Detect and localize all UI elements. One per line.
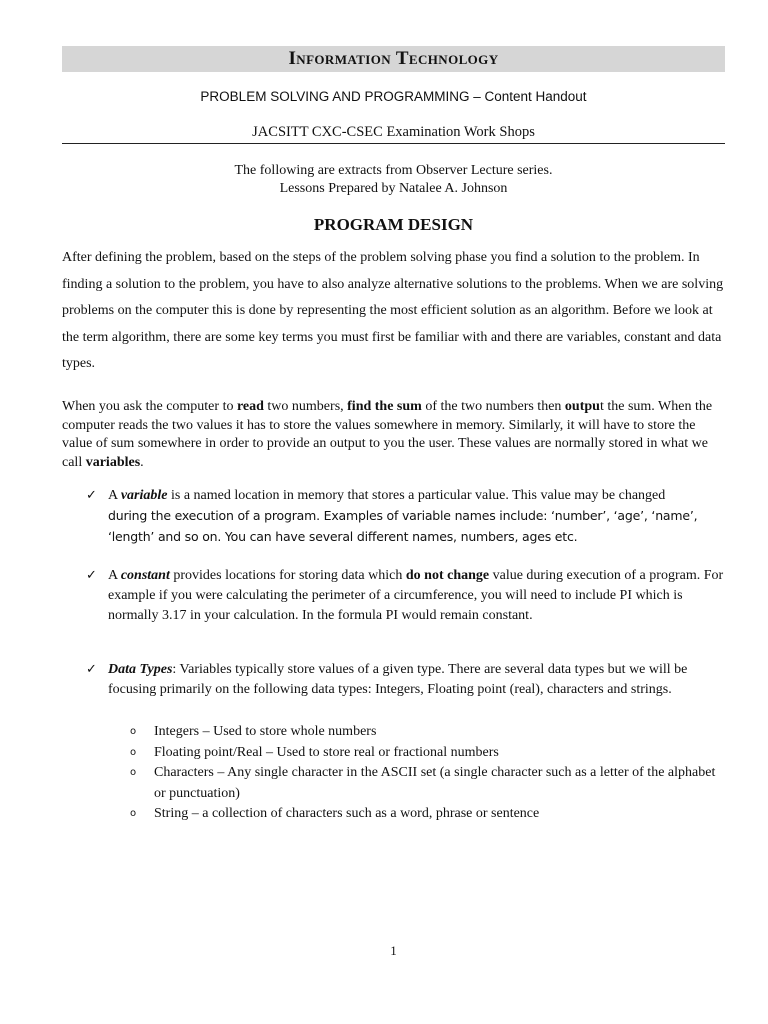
intro-line-2: Lessons Prepared by Natalee A. Johnson [279,181,508,196]
list-item-text: Integers – Used to store whole numbers [154,724,377,739]
bold-find-the-sum: find the sum [347,399,422,414]
paragraph-program-design: After defining the problem, based on the steps of the problem solving phase you find a solution to the problem. In finding a solution to the problem, you have to also analyze alternative solutions to the problems. When we are solving problems on the computer this is done by representing the most efficient solution as an algorithm. Before we look at the term algorithm, there are some key terms you must first be familiar with and there are variables, constant and data types. [62,250,724,371]
section-heading: PROGRAM DESIGN [313,215,474,234]
bold-output: outpu [564,399,600,414]
bold-variables: variables [85,454,141,470]
list-item [130,722,726,743]
text: provides locations for storing data which [169,568,406,583]
term-data-types: Data Types [108,662,173,677]
workshop-title: JACSITT CXC-CSEC Examination Work Shops [252,124,535,140]
document-subtitle: PROBLEM SOLVING AND PROGRAMMING – Content Handout [200,89,587,104]
bold-do-not-change: do not change [405,568,490,583]
circle-bullet-icon: o [130,726,137,737]
text: A [108,488,121,503]
text: . [140,454,144,470]
list-item-text: Characters – Any single character in the ASCII set (a single character such as a letter of the alphabet or punctuation) [154,765,716,801]
bullet-data-types [86,660,726,700]
term-constant: constant [120,568,170,583]
title-banner [62,46,725,72]
document-title: Information Technology [288,48,499,69]
data-types-list [130,722,726,825]
text: t the sum. When the computer reads the two values it has to store the values somewhere in memory. Similarly, it will have to store the value of sum somewhere in order to provide an output to you the user. These values are normally stored in what we call [62,399,713,470]
bold-read: read [236,399,264,414]
intro-block [62,162,725,198]
text: : Variables typically store values of a given type. There are several data types but we will be focusing primarily on the following data types: Integers, Floating point (real), characters and strings. [108,662,688,697]
page-number: 1 [390,943,397,958]
bullet-variable-text [108,486,726,548]
bullet-constant [86,566,726,626]
term-variable: variable [120,488,168,503]
list-item [130,743,726,764]
intro-line-1: The following are extracts from Observer Lecture series. [234,163,553,178]
bullet-variable [86,486,726,548]
circle-bullet-icon: o [130,767,137,778]
checkmark-icon: ✓ [86,568,97,583]
variable-examples: during the execution of a program. Examples of variable names include: ‘number’, ‘age’, ‘name’, ‘length’ and so on. You can have several different names, numbers, ages etc. [108,508,698,544]
text: of the two numbers then [421,399,565,414]
checkmark-icon: ✓ [86,662,97,677]
list-item [130,804,726,825]
circle-bullet-icon: o [130,808,137,819]
text: two numbers, [263,399,348,414]
list-item-text: String – a collection of characters such as a word, phrase or sentence [154,806,540,821]
list-item-text: Floating point/Real – Used to store real or fractional numbers [154,744,499,760]
text: When you ask the computer to [62,399,237,414]
paragraph-variables-intro [62,398,726,472]
header-divider [62,143,725,144]
checkmark-icon: ✓ [86,488,97,503]
bullet-constant-text [108,566,726,626]
text: is a named location in memory that stores a particular value. This value may be changed [167,488,666,503]
list-item [130,763,726,804]
circle-bullet-icon: o [130,746,137,758]
text: value during execution of a program. For example if you were calculating the perimeter of a circumference, you will need to include PI which is normally 3.17 in your calculation. In the formula PI would remain constant. [108,568,724,623]
text: A [108,568,121,583]
bullet-data-types-text [108,660,726,700]
